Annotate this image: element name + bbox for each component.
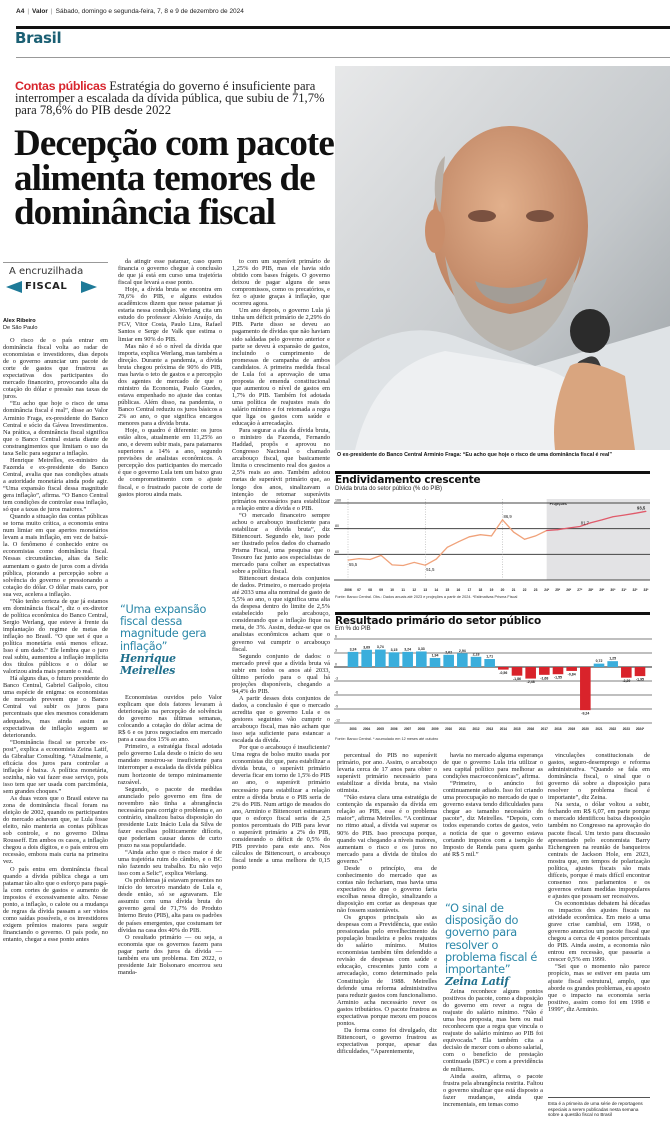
paragraph: “Primeiro, o anúncio foi continuamente adiado. Isso foi criando uma preocupação no mercado de que o governo estava tendo dificuldades para chegar ao tamanho necessário do pacote”, diz Meirelles. “Depois, com todos esperando cortes de gastos, veio a notícia de que o governo estava cortando impostos com a isenção de Imposto de Renda para quem ganha até R$ 5 mil.” [443, 780, 543, 858]
data-point [392, 564, 393, 565]
pull-quote-author: Henrique Meirelles [120, 651, 176, 678]
debt-line-chart [330, 495, 660, 595]
paragraph: Os problemas já estavam presentes no início do terceiro mandato de Lula e, desde então, só se agravaram. Ele assumiu com uma dívida bruta do governo geral de 71,7% do Produto Interno Bruto (PIB), alta para os padrões de países emergentes, que costumam ter dívidas na casa dos 40% do PIB. [118, 877, 222, 934]
bar-value-label: 0,72 [595, 659, 603, 664]
portrait-illustration [335, 66, 670, 450]
paragraph: vinculações constitucionais de gastos, seguro-desemprego e reforma administrativa. “Quando se fala em dominância fiscal, o sinal que o governo dá sobre a disposição para resolver o problema fiscal é importante”, diz Zeina. [548, 752, 650, 802]
x-tick-label: 15 [445, 588, 450, 592]
x-tick-label: 2017 [540, 727, 548, 731]
paragraph: havia no mercado alguma esperança de que o governo Lula iria utilizar o seu capital político para melhorar as condições macroeconômicas”, afirma. [443, 752, 543, 781]
x-tick-label: 12 [412, 588, 417, 592]
x-tick-label: 09 [379, 588, 383, 592]
paragraph: Um ano depois, o governo Lula já tinha um déficit primário de 2,29% do PIB. Parte disso se deveu ao pagamento de dívidas que não haviam sido saldadas pelo governo anterior e parte se deveu à expansão de gastos, incluindo o cumprimento de promessas de campanha de ambos candidatos. A primeira medida fiscal de Lula foi a aprovação de uma proposta de emenda constitucional que aumentou o nível de gastos em 1,7% do PIB. Também foi adotada uma política de reajustes reais do salário mínimo e foi retomada a regra que liga os gastos com saúde e educação à arrecadação. [232, 307, 330, 428]
x-tick-label: 21 [511, 588, 516, 592]
bar-2014 [498, 667, 509, 670]
y-tick-label: -6 [335, 690, 339, 695]
x-tick-label: 14 [434, 588, 439, 592]
bar-value-label: 3,24 [349, 647, 357, 652]
bar-2008 [416, 651, 427, 667]
paragraph: As duas vezes que o Brasil esteve na zona de dominância fiscal foram na eleição de 2002, quando os participantes do mercado achavam que, se Lula fosse eleito, não manteria as contas públicas sob controle, e no governo Dilma Rousseff. Em ambos os casos, a inflação chegou a dois dígitos, e o país entrou em recessão, embora mais curta na primeira vez. [3, 795, 108, 866]
data-point [403, 565, 404, 566]
bar-2011 [457, 653, 468, 667]
x-tick-label: 2005 [376, 727, 384, 731]
projection-label: Projeções [549, 502, 567, 506]
paragraph: Segundo conjunto de dados: o mercado prevê que a dívida bruta vá subir em todos os anos até 2033, último período para o qual há projeções disponíveis, chegando a 94,4% do PIB. [232, 652, 330, 695]
x-tick-label: 11 [401, 588, 405, 592]
x-tick-label: 2020 [581, 727, 589, 731]
article-column-2-top [118, 258, 222, 596]
debt-series-historical [348, 520, 547, 566]
data-point [612, 516, 613, 517]
pull-quote-author: Zeina Latif [445, 975, 509, 989]
paragraph: to com um superávit primário de 1,25% do PIB, mas ele havia sido obtido com bases frágeis. O governo deixou de pagar alguns de seus compromissos, como os precatórios, e fez o ajuste graças à inflação, que ocorreu agora. [232, 258, 330, 308]
bar-value-label: -1,68 [540, 676, 549, 681]
paragraph: “Não tenho certeza de que já estamos em dominância fiscal”, diz o ex-diretor de política econômica do Banco Central, Sergio Werlang, que esteve à frente da implantação do regime de metas de inflação no Brasil. “O que sei é que a política monetária está menos eficaz. Isso é um dado.” Ele lembra que o juro real subiu, aumentou a inflação implícita dos títulos públicos e o dólar se valorizou ainda mais perante o real. [3, 597, 108, 676]
paragraph: Zeina reconhece alguns pontos positivos do pacote, como a disposição do governo em rever a regra de reajuste do salário mínimo. “Não é uma boa proposta, mas bem ou mal reconhecem que a regra que vincula o reajuste do salário mínimo ao PIB foi equivocada.” Ela também cita a decisão de mexer com o abono salarial, com o benefício de prestação continuada (BPC) e com a previdência de militares. [443, 988, 543, 1073]
y-tick-label: -9 [335, 704, 339, 709]
data-point [590, 522, 591, 523]
data-point [623, 515, 624, 516]
data-point [458, 541, 459, 542]
arrow-right-icon [81, 281, 97, 293]
x-tick-label: 16 [456, 588, 461, 592]
x-tick-label: 2021 [595, 727, 603, 731]
paragraph: Primeiro, a estratégia fiscal adotada pelo governo Lula desde o início do seu mandato mostrou-se insuficiente para interromper a escalada da dívida pública num horizonte de tempo minimamente razoável. [118, 743, 222, 786]
paragraph: O risco de o país entrar em dominância fiscal volta ao radar de economistas e investidores, dias depois de o governo anunciar um pacote de corte de gastos que frustrou as expectativas dos participantes do mercado financeiro, provocando alta da cotação do dólar e pressão nas taxas de juros. [3, 337, 108, 401]
x-tick-label: 2016 [527, 727, 535, 731]
x-tick-label: 2024* [635, 727, 645, 731]
x-tick-label: 24* [544, 588, 550, 592]
pull-quote-text: “Uma expansão fiscal dessa magnitude gera inflação” [120, 603, 207, 653]
bar-value-label: 2,18 [472, 652, 480, 657]
end-note-rule [548, 1097, 650, 1098]
data-point [513, 532, 514, 533]
bar-2016 [525, 667, 536, 679]
data-point [348, 560, 349, 561]
x-tick-label: 2007 [404, 727, 412, 731]
page-number: A4 [16, 8, 25, 15]
x-tick-label: 17 [467, 588, 472, 592]
article-column-5-bottom [443, 988, 543, 1147]
x-tick-label: 19 [489, 588, 494, 592]
x-tick-label: 28* [588, 588, 594, 592]
bar-value-label: -2,48 [526, 680, 535, 685]
bar-2015 [512, 667, 523, 676]
paragraph: Economistas ouvidos pelo Valor explicam que dois fatores levaram à deterioração na percepção de solvência do governo nas últimas semanas, colocando a cotação do dólar acima de R$ 6 e os juros negociados em mercado para a casa dos 15% ao ano. [118, 694, 222, 744]
bar-2022 [607, 661, 618, 667]
bar-value-label: -2,29 [622, 679, 631, 684]
y-tick-label: 80 [335, 524, 339, 529]
chart1-title: Endividamento crescente [335, 474, 481, 486]
x-tick-label: 22 [522, 588, 527, 592]
paragraph: Mas não é só o nível da dívida que importa, explica Werlang, mas também a direção. Durante a pandemia, a dívida bruta chegou próxima de 90% do PIB, mas havia o teto de gastos e a percepção dos agentes de mercado de que o ministro da Economia, Paulo Guedes, estava empenhado no ajuste das contas públicas. Além disso, na pandemia, o Banco Central reduziu os juros básicos a 2% ao ano, o que significa encargos menores para a dívida bruta. [118, 342, 222, 428]
bar-value-label: -0,56 [499, 671, 508, 676]
issue-date: Sábado, domingo e segunda-feira, 7, 8 e 9 de dezembro de 2024 [55, 8, 244, 15]
x-tick-label: 2012 [472, 727, 480, 731]
paragraph: O resultado primário — ou seja, a economia que os governos fazem para pagar parte dos juros da dívida — também era um problema. Em 2022, o presidente Jair Bolsonaro encerrou seu manda- [118, 933, 222, 976]
data-point [491, 535, 492, 536]
x-tick-label: 2015 [513, 727, 521, 731]
bar-value-label: 3,15 [390, 647, 398, 652]
kicker-text: Estratégia do governo é insuficiente para interromper a escalada da dívida pública, que subiu de 71,7% para 78,6% do PIB desde 2022 [15, 79, 325, 117]
bar-2024 [635, 667, 646, 676]
arrow-left-icon [6, 281, 22, 293]
x-tick-label: 26* [566, 588, 572, 592]
bar-2007 [402, 652, 413, 667]
y-tick-label: 100 [335, 498, 341, 503]
x-tick-label: 33* [643, 588, 649, 592]
x-tick-label: 30* [610, 588, 616, 592]
series-end-note: Esta é a primeira de uma série de reportagens especiais a serem publicadas nesta semana sobre a questão fiscal no Brasil [548, 1101, 643, 1118]
bar-value-label: 3,24 [404, 647, 412, 652]
logo-rule [3, 262, 108, 263]
bar-2004 [361, 650, 372, 667]
paragraph: Da forma como foi divulgado, diz Bittencourt, o governo frustrou as expectativas porque, apesar das dificuldades, “Aparentemente, [337, 1026, 437, 1055]
paragraph: A partir desses dois conjuntos de dados, a conclusão é que o mercado acredita que o governo Lula e os gestores seguintes vão cumprir o arcabouço fiscal, mas não acham que isso seja suficiente para estancar a escalada da dívida. [232, 694, 330, 745]
byline-author: Alex Ribeiro [3, 318, 36, 324]
bar-2010 [443, 655, 454, 667]
chart2-subtitle: Em % do PIB [335, 626, 371, 632]
article-column-1 [3, 337, 108, 1147]
data-point [601, 519, 602, 520]
paragraph: Desde o princípio, era de conhecimento do mercado que as contas não fechariam, mas havia uma expectativa de que o governo faria escolhas nessa direção, sinalizando a disposição em cortar as despesas que não fossem sustentáveis. [337, 864, 437, 915]
paragraph: da atingir esse patamar, caso quem financia o governo chegue à conclusão de que já está em curso uma trajetória fiscal que levará a esse ponto. [118, 258, 222, 287]
x-tick-label: 31* [621, 588, 627, 592]
x-tick-label: 2010 [445, 727, 453, 731]
y-tick-label: 60 [335, 549, 339, 554]
y-tick-label: 6 [335, 634, 337, 639]
x-tick-label: 20 [500, 588, 505, 592]
x-tick-label: 2022 [609, 727, 617, 731]
paragraph: “O mercado financeiro sempre achou o arcabouço insuficiente para estabilizar a dívida bruta”, diz Bittencourt. Segundo ele, isso pode ser ilustrado pelos dados do chamado Prisma Fiscal, uma pesquisa que o Tesouro faz junto aos especialistas de mercado para colher as expectativas sobre a política fiscal. [232, 511, 330, 576]
data-point [436, 559, 437, 560]
x-tick-label: 25* [555, 588, 561, 592]
bar-2012 [471, 657, 482, 667]
x-tick-label: 2009 [431, 727, 439, 731]
data-label: 93,5 [637, 505, 646, 511]
x-tick-label: 2013 [486, 727, 494, 731]
data-point [646, 511, 647, 512]
paragraph: “Eu acho que hoje o risco de uma dominância fiscal é real”, disse ao Valor Arminio Fraga, ex-presidente do Banco Central e sócio da Gávea Investimentos. Na prática, a dominância fiscal significa que o Banco Central estaria diante de constrangimentos que limitam o uso da taxa Selic para segurar a inflação. [3, 400, 108, 457]
y-tick-label: -12 [335, 718, 340, 723]
byline [3, 318, 38, 331]
data-point [568, 528, 569, 529]
x-tick-label: 27* [577, 588, 583, 592]
data-point [557, 529, 558, 530]
data-label: 81,7 [580, 520, 589, 526]
data-label: 55,5 [349, 562, 358, 568]
chart1-source: Fonte: Banco Central. Obs.: Dados anuais até 2023 e projeções a partir de 2024. *Estimativas Prisma Fiscal [335, 595, 518, 599]
bar-value-label: 3,33 [417, 646, 425, 651]
bar-value-label: 2,94 [458, 648, 466, 653]
bar-2003 [348, 652, 359, 667]
x-tick-label: 2004 [363, 727, 371, 731]
projection-shade [547, 499, 650, 580]
bar-2023 [621, 667, 632, 678]
data-label: 86,9 [503, 513, 512, 519]
paragraph: Para segurar a alta da dívida bruta, o ministro da Fazenda, Fernando Haddad, propôs e aprovou no Congresso Nacional o chamado arcabouço fiscal, que basicamente limita o crescimento real dos gastos a 2,5% reais ao ano. Também adotou metas de superávit primário que, ao longo dos anos, sinalizavam a intenção de retomar superávits primários necessários para estabilizar a relação entre a dívida e o PIB. [232, 427, 330, 512]
data-point [381, 555, 382, 556]
photo-arminio-fraga [335, 66, 670, 450]
article-column-6 [548, 752, 650, 1094]
paragraph: percentual do PIB no superávit primário, por ano. Assim, o arcabouço levaria cerca de 17 anos para obter o superávit primário necessário para estabilizar a dívida bruta, na visão otimista. [337, 752, 437, 795]
data-point [524, 539, 525, 540]
top-rule [16, 26, 670, 29]
y-tick-label: 3 [335, 648, 337, 653]
data-point [535, 535, 536, 536]
article-column-5-top [443, 752, 543, 898]
paragraph: Os economistas debatem há décadas os impactos dos ajustes fiscais na atividade econômica. Em meio a uma grave crise cambial, em 1998, o governo anunciou um pacote fiscal que chegou a cerca de 4 pontos percentuais do PIB. Ainda assim, a economia não entrou em recessão, que passaria a crescer 0,5% em 1999. [548, 899, 650, 964]
paragraph: Quando a situação das contas públicas se torna muito crítica, a economia entra num limiar em que apertos monetários levam a mais inflação, em vez de baixá-la. O fenômeno é conhecido entre os economistas como dominância fiscal. Nessas circunstâncias, altas da Selic aumentam o gasto de juros com a dívida pública, piorando a percepção sobre a solvência do governo e pressionando a cotação do dólar. O dólar mais caro, por sua vez, acelera a inflação. [3, 513, 108, 598]
photo-caption: O ex-presidente do Banco Central Arminio Fraga: “Eu acho que hoje o risco de uma dominância fiscal é real” [337, 452, 613, 458]
data-point [480, 534, 481, 535]
bar-2020 [580, 667, 591, 710]
bar-value-label: 1,94 [431, 653, 439, 658]
bar-value-label: -1,86 [513, 677, 521, 682]
bar-value-label: 3,69 [363, 645, 371, 650]
bar-2009 [430, 658, 441, 667]
x-tick-label: 23 [533, 588, 538, 592]
data-point [546, 530, 547, 531]
x-tick-label: 2011 [458, 727, 466, 731]
paragraph: “Sei que o momento não parece propício, mas se estiver em pauta um ajuste fiscal estrutural, amplo, que aborde os grandes problemas, eu aposto que o impacto na economia seria positivo, assim como foi em 1998 e 1999”, diz Arminio. [548, 963, 650, 1013]
x-tick-label: 32* [632, 588, 638, 592]
data-point [634, 513, 635, 514]
chart2-source: Fonte: Banco Central. * acumulado em 12 meses até outubro [335, 737, 439, 741]
article-column-4 [337, 752, 437, 1147]
x-tick-label: 13 [423, 588, 428, 592]
x-tick-label: 2014 [499, 727, 507, 731]
article-column-2-bottom [118, 694, 222, 1147]
bar-value-label: -9,24 [581, 711, 590, 716]
paragraph: Segundo, o pacote de medidas anunciado pelo governo em fins de novembro não tinha a abrangência necessária para corrigir o problema e, ao contrário, sinalizou baixa disposição do presidente Luiz Inácio Lula da Silva de fazer escolhas politicamente difíceis, que poderiam causar danos de curto prazo na sua popularidade. [118, 785, 222, 849]
page-folio: A4 | Valor | Sábado, domingo e segunda-feira, 7, 8 e 9 de dezembro de 2024 [16, 8, 244, 15]
data-point [359, 558, 360, 559]
paragraph: Há alguns dias, o futuro presidente do Banco Central, Gabriel Galípolo, citou uma espécie de enigma: os economistas de mercado preveem que o Banco Central vai subir os juros para percentuais que eles mesmos consideram adequados, mas ainda assim as expectativas de inflação seguem se deteriorando. [3, 675, 108, 739]
x-tick-label: 2023 [622, 727, 630, 731]
paragraph: Hoje, o quadro é diferente: os juros estão altos, atualmente em 11,25% ao ano, e devem subir mais, para patamares superiores a 14% a ano, segundo previsões de analistas econômicos. A percepção dos participantes do mercado é que o governo Lula tem um baixo grau de comprometimento com o ajuste fiscal, e o frustrado pacote de corte de gastos piorou ainda mais. [118, 427, 222, 498]
bar-2017 [539, 667, 550, 675]
paragraph: Na sexta, o dólar voltou a subir, fechando em R$ 6,07, em parte porque o mercado identificou baixa disposição também no Congresso na aprovação do pacote fiscal. Um texto para discussão apresentado pelo economista Barry Eichengreen na reunião de banqueiros centrais de Jackson Hole, em 2023, mostra que, em tempos de polarização política, ajustes fiscais são mais difíceis, porque é mais difícil encontrar consenso nos parlamentos e os governos evitam medidas impopulares e ajustes que possam ser recessivos. [548, 801, 650, 900]
bar-2006 [389, 652, 400, 667]
pull-quote-text: “O sinal de disposição do governo para resolver o problema fiscal é importante” [445, 902, 537, 977]
paragraph: Os grupos principais são as despesas com a Previdência, que estão pressionadas pelo envelhecimento da população brasileira e pelos reajustes do salário mínimo. Muitos economistas também têm defendido a revisão de despesas com saúde e educação, crescentes junto com a arrecadação, como determinado pela Constituição de 1988. Meirelles defende uma reforma administrativa para reduzir gastos com funcionalismo. Arminio acha necessário rever os gastos tributários. O pacote frustrou as expectativas porque mexeu em poucos pontos. [337, 914, 437, 1027]
data-point [425, 565, 426, 566]
bar-value-label: 1,71 [486, 654, 494, 659]
logo-line2: FISCAL [25, 281, 68, 292]
bar-value-label: 2,62 [445, 650, 453, 655]
bar-value-label: 3,74 [376, 645, 384, 650]
x-tick-label: 2019 [568, 727, 576, 731]
kicker-tag: Contas públicas [15, 79, 107, 93]
paragraph: “Não estava clara uma estratégia de contenção da expansão da dívida em relação ao PIB, esse é o problema maior”, afirma Meirelles. “A continuar no ritmo atual, a dívida vai superar os 90% do PIB. Isso preocupa porque, quando vai chegando a níveis maiores, aumentam o risco e os juros no mercado para a dívida de títulos do governo.” [337, 794, 437, 865]
x-tick-label: 07 [357, 588, 361, 592]
x-tick-label: 2008 [417, 727, 425, 731]
paragraph: “Ainda acho que o risco maior é de uma trajetória ruim do câmbio, e o BC não fazendo seu trabalho. Eu não vejo isso com a Selic”, explica Werlang. [118, 849, 222, 878]
x-tick-label: 2006 [344, 588, 352, 592]
article-column-3 [232, 258, 330, 1147]
chart1-subtitle: Dívida bruta do setor público (% do PIB) [335, 486, 443, 492]
x-tick-label: 2003 [349, 727, 357, 731]
paragraph: “Dominância fiscal se percebe ex-post”, explica a economista Zeina Latif, da Gibraltar Consulting. “Atualmente, a eficácia dos juros para controlar a inflação é baixa. A política monetária, sozinha, não vai fazer esse serviço, pois isso tem que ser usada com parcimônia, sem grandes choques.” [3, 738, 108, 795]
logo-line1: A encruzilhada [9, 266, 84, 277]
data-point [370, 559, 371, 560]
bar-value-label: -1,95 [636, 677, 644, 682]
bar-2019 [566, 667, 577, 671]
series-logo [3, 262, 108, 302]
x-tick-label: 18 [478, 588, 483, 592]
x-tick-label: 2006 [390, 727, 398, 731]
bar-value-label: -1,55 [554, 675, 562, 680]
pull-quote-zeina [445, 903, 547, 988]
paragraph: Bittencourt destaca dois conjuntos de dados. Primeiro, o mercado projeta até 2033 uma alta nominal de gasto de 5,5% ao ano, o que significa uma alta da despesa dentro do limite de 2,5% estabelecido pelo arcabouço, considerando que a inflação fique na meta, de 3%. Assim, deduz-se que os analistas econômicos acham que o governo vai cumprir o arcabouço fiscal. [232, 575, 330, 653]
bar-2021 [594, 664, 605, 667]
data-point [502, 519, 503, 520]
bar-2018 [553, 667, 564, 674]
paragraph: Por que o arcabouço é insuficiente? Uma regra de bolso muito usada por economistas diz que, para estabilizar a dívida bruta, o superávit primário deveria ficar em torno de 1,5% do PIB ao ano, o superávit primário necessário para estabilizar a relação entre a dívida bruta e o PIB seria de 2% do PIB. Num artigo de meados do ano, Arminio e Bittencourt estimaram que o esforço fiscal seria de 2,5 pontos percentuais do PIB para levar o superávit primário a 2% do PIB, considerando o déficit de 0,5% do PIB previsto para este ano. Nos cálculos de Bittencourt, o arcabouço fiscal tende a uma melhora de 0,15 ponto [232, 744, 330, 872]
data-label: 51,5 [426, 567, 435, 573]
data-point [414, 562, 415, 563]
publication-name: Valor [32, 8, 48, 15]
bar-2005 [375, 650, 386, 667]
paragraph: Henrique Meirelles, ex-ministro da Fazenda e ex-presidente do Banco Central, avalia que nas condições atuais a autoridade monetária ainda pode agir. “Uma expansão fiscal dessa magnitude gera inflação”, afirma. “O Banco Central tem condições de controlar essa inflação, só que a taxas de juros maiores.” [3, 456, 108, 514]
byline-location: De São Paulo [3, 324, 38, 331]
data-point [579, 526, 580, 527]
x-tick-label: 08 [368, 588, 372, 592]
y-tick-label: -3 [335, 676, 339, 681]
section-rule [16, 57, 670, 58]
x-tick-label: 10 [390, 588, 394, 592]
paragraph: O país entra em dominância fiscal quando a dívida pública chega a um patamar tão alto que o esforço para pagá-la com cortes de gastos e aumento de impostos é excessivamente alto. Nesse ponto, a inflação, o calote ou a mudança de regras da dívida passam a ser vistos como saídas possíveis, e os investidores exigem prêmios maiores para seguir financiando o governo. O país pode, no entanto, chegar a esse ponto antes [3, 865, 108, 943]
data-point [469, 536, 470, 537]
y-tick-label: 0 [335, 662, 337, 667]
bar-2013 [484, 659, 495, 667]
data-point [447, 547, 448, 548]
bar-value-label: 1,25 [609, 656, 617, 661]
primary-result-bar-chart [330, 633, 660, 733]
bar-value-label: -0,84 [567, 672, 576, 677]
chart2-title: Resultado primário do setor público [335, 615, 541, 627]
headline: Decepção com pacote alimenta temores de dominância fiscal [14, 123, 334, 233]
x-tick-label: 2018 [554, 727, 562, 731]
paragraph: Ainda assim, afirma, o pacote frustra pela abrangência restrita. Faltou o governo sinalizar que está disposto a fazer mudanças, ainda que incrementais, em temas como [443, 1072, 543, 1108]
paragraph: Hoje, a dívida bruta se encontra em 78,6% do PIB, e alguns estudos acadêmicos dizem que nesse patamar já estaria nessa condição. Werlang cita um estudo do professor Aloísio Araújo, da FGV, Vitor Costa, Paulo Lins, Rafael Santos e Serge de Valk que estima o limiar em 90% do PIB. [118, 286, 222, 343]
x-tick-label: 29* [599, 588, 605, 592]
subheadline [15, 81, 330, 116]
section-title: Brasil [15, 29, 62, 47]
pull-quote-meirelles [120, 604, 224, 677]
